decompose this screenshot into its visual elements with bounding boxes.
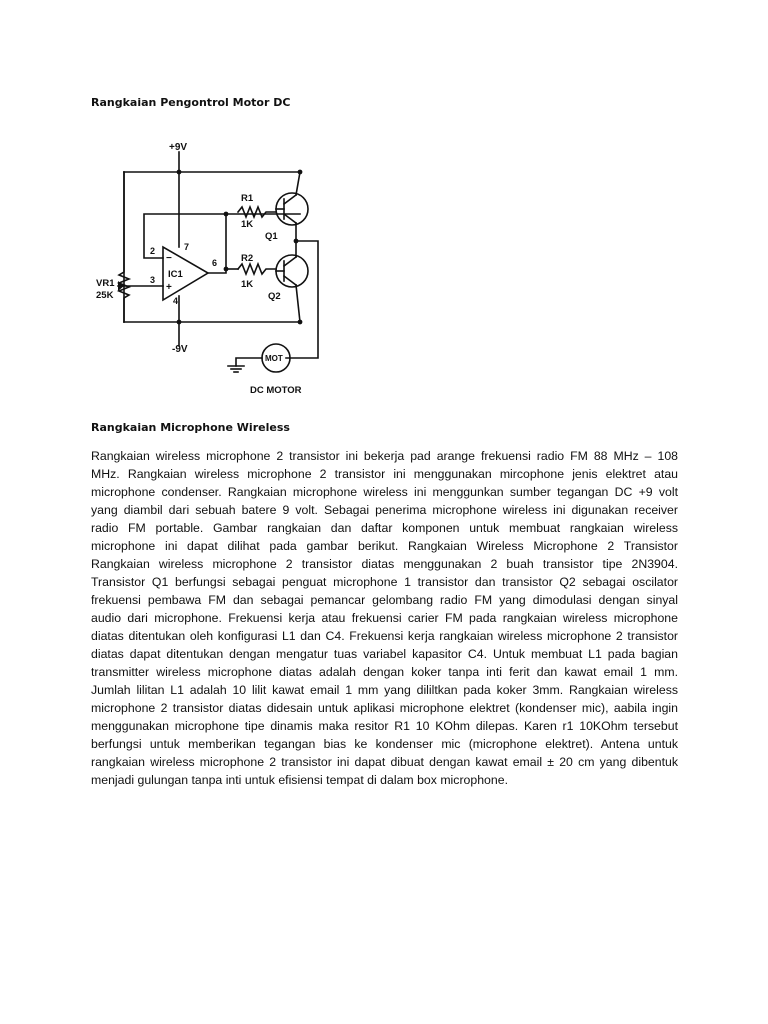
paragraph-line: MHz. Rangkaian wireless microphone 2 transistor ini menggunakan mircophone jenis elektret atau	[91, 467, 678, 481]
paragraph-line: menggunakan microphone tipe dinamis maka resitor R1 10 KOhm dilepas. Karen r1 10KOhm tersebut	[91, 719, 678, 733]
paragraph-line: Rangkaian wireless microphone 2 transistor ini bekerja pad arange frekuensi radio FM 88 MHz – 108	[91, 449, 678, 463]
label-pin6: 6	[212, 258, 218, 268]
paragraph-line: diatas dapat ditentukan dengan mengatur tuas variabel kapasitor C4. Untuk membuat L1 pada bagian	[91, 647, 678, 661]
label-dc-motor: DC MOTOR	[250, 385, 302, 396]
label-pin2: 2	[150, 246, 156, 256]
label-r1: R1	[241, 193, 254, 204]
label-inverting-input: −	[166, 253, 172, 264]
paragraph-line: yang diambil dari sebuah batere 9 volt. Sebagai penerima microphone wireless ini digunakan receiver	[91, 503, 678, 517]
label-r1-value: 1K	[241, 219, 254, 230]
label-pin7: 7	[184, 242, 190, 252]
paragraph-line: frekuensi pembawa FM dan sebagai pemancar gelombang radio FM yang dimodulasi dengan sinyal	[91, 593, 678, 607]
label-q2: Q2	[268, 291, 281, 302]
label-r2-value: 1K	[241, 279, 254, 290]
paragraph-line: diatas ditentukan oleh konfigurasi L1 dan C4. Frekuensi kerja rangkaian wireless microphone 2 transistor	[91, 629, 678, 643]
label-mot: MOT	[265, 354, 283, 363]
section-title-microphone-wireless: Rangkaian Microphone Wireless	[91, 421, 290, 434]
paragraph-line: audio dari microphone. Frekuensi kerja atau frekuensi carier FM pada rangkaian wireless microphone	[91, 611, 678, 625]
label-q1: Q1	[265, 231, 278, 242]
r2-resistor	[238, 264, 276, 274]
label-pin3: 3	[150, 275, 156, 285]
r1-resistor	[238, 207, 276, 217]
paragraph-line: Rangkaian wireless microphone 2 transistor diatas menggunakan 2 buah transistor tipe 2N3904.	[91, 557, 678, 571]
paragraph-line: rangkaian wireless microphone 2 transistor ini dapat dibuat dengan kawat email ± 20 cm yang dibentuk	[91, 755, 678, 769]
paragraph-line: radio FM portable. Gambar rangkaian dan daftar komponen untuk membuat rangkaian wireless	[91, 521, 678, 535]
label-ic1: IC1	[168, 269, 183, 280]
dc-motor-circuit-diagram	[88, 138, 348, 400]
label-minus-9v: -9V	[172, 344, 188, 355]
vr1-potentiometer	[119, 172, 129, 322]
ground-wire	[236, 358, 262, 366]
paragraph-line: berfungsi untuk memberikan tegangan bias ke kondenser mic (microphone elektret). Antena untuk	[91, 737, 678, 751]
paragraph-line: Transistor Q1 berfungsi sebagai penguat microphone 1 transistor dan transistor Q2 sebagai oscilator	[91, 575, 678, 589]
paragraph-line: microphone ini dapat dilihat pada gambar berikut. Rangkaian Wireless Microphone 2 Transistor	[91, 539, 678, 553]
motor-wire	[286, 223, 318, 358]
label-vr1: VR1	[96, 278, 115, 289]
paragraph-line: microphone 2 transistor diatas didesain untuk aplikasi microphone elektret (kondenser mic), aabila ingin	[91, 701, 678, 715]
label-plus-9v: +9V	[169, 142, 188, 153]
section-title-motor-dc: Rangkaian Pengontrol Motor DC	[91, 96, 291, 109]
paragraph-line: Jumlah lilitan L1 adalah 10 lilit kawat email 1 mm yang dililtkan pada koker 3mm. Rangkaian wireless	[91, 683, 678, 697]
label-r2: R2	[241, 253, 254, 264]
label-pin4: 4	[173, 296, 179, 306]
label-vr1-value: 25K	[96, 290, 114, 301]
paragraph-line: microphone condenser. Rangkaian microphone wireless ini menggunkan sumber tegangan DC +9 volt	[91, 485, 678, 499]
microphone-wireless-paragraph	[91, 447, 678, 789]
paragraph-line: menjadi gulungan tanpa inti untuk efisiensi tempat di dalam box microphone.	[91, 773, 508, 787]
label-noninverting-input: +	[166, 282, 172, 293]
paragraph-line: transmitter wireless microphone diatas adalah dengan koker tanpa inti ferit dan kawat email 1 mm.	[91, 665, 678, 679]
